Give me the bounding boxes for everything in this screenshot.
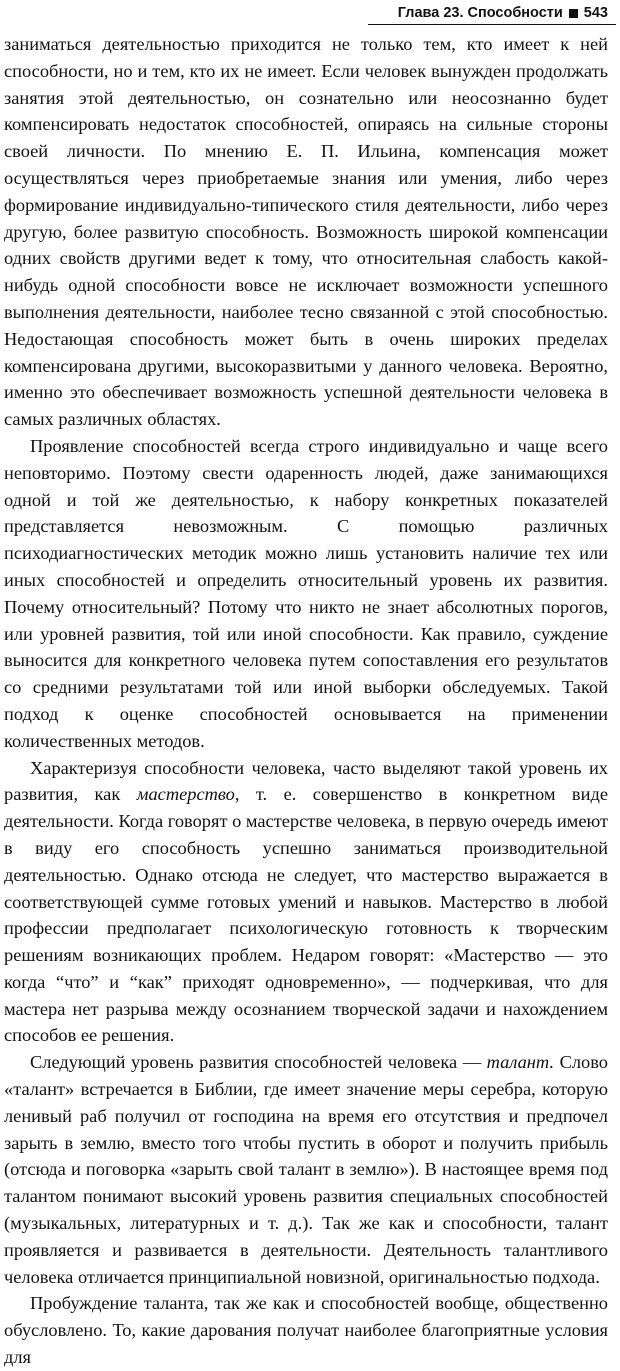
- running-head: [398, 2, 608, 24]
- paragraph-text: , т. е. совершенство в конкретном виде деятельности. Когда говорят о мастерстве человека, в первую очередь имеют в виду его способность успешно заниматься производительной деятельностью. Однако отсюда не следует, что мастерство выражается в соответствующей сумме готовых умений и навыков. Мастерство в любой профессии предполагает психологическую готовность к творческим решениям возникающих проблем. Недаром говорят: «Мастерство — это когда “что” и “как” приходят одновременно», — подчеркивая, что для мастера нет разрыва между осознанием творческой задачи и нахождением способов ее решения.: [4, 784, 609, 1046]
- paragraph: [4, 1290, 608, 1370]
- square-bullet-icon: [569, 9, 578, 18]
- paragraph: [4, 1049, 608, 1290]
- paragraph-text: Следующий уровень развития способностей человека —: [30, 1052, 487, 1073]
- paragraph: [4, 31, 608, 433]
- body-text: [4, 31, 608, 1371]
- emphasized-term: талант.: [486, 1052, 555, 1073]
- page-number: 543: [583, 5, 608, 21]
- header-rule: [368, 24, 616, 25]
- paragraph-text: Характеризуя способности человека, часто выделяют такой уровень их развития, как: [4, 757, 608, 805]
- paragraph-text: Слово «талант» встречается в Библии, где имеет значение меры серебра, которую ленивый раб получил от господина на время его отсутствия и предпочел зарыть в землю, вместо того чтобы пустить в оборот и получить прибыль (отсюда и поговорка «зарыть свой талант в землю»). В настоящее время под талантом понимают высокий уровень развития специальных способностей (музыкальных, литературных и т. д.). Так же как и способности, талант проявляется и развивается в деятельности. Деятельность талантливого человека отличается принципиальной новизной, оригинальностью подхода.: [4, 1052, 608, 1287]
- paragraph-text: Проявление способностей всегда строго индивидуально и чаще всего неповторимо. Поэтому свести одаренность людей, даже занимающихся одной и той же деятельностью, к набору конкретных показателей представляется невозможным. С помощью различных психодиагностических методик можно лишь установить наличие тех или иных способностей и определить относительный уровень их развития. Почему относительный? Потому что никто не знает абсолютных порогов, или уровней развития, той или иной способности. Как правило, суждение выносится для конкретного человека путем сопоставления его результатов со средними результатами той или иной выборки обследуемых. Такой подход к оценке способностей основывается на применении количественных методов.: [4, 435, 608, 751]
- paragraph-text: заниматься деятельностью приходится не только тем, кто имеет к ней способности, но и тем, кто их не имеет. Если человек вынужден продолжать занятия этой деятельностью, он сознательно или неосознанно будет компенсировать недостаток способностей, опираясь на сильные стороны своей личности. По мнению Е. П. Ильина, компенсация может осуществляться через приобретаемые знания или умения, либо через формирование индивидуально-типического стиля деятельности, либо через другую, более развитую способность. Возможность широкой компенсации одних свойств другими ведет к тому, что относительная слабость какой-нибудь одной способности вовсе не исключает возможности успешного выполнения деятельности, наиболее тесно связанной с этой способностью. Недостающая способность может быть в очень широких пределах компенсирована другими, высокоразвитыми у данного человека. Вероятно, именно это обеспечивает возможность успешной деятельности человека в самых различных областях.: [4, 34, 608, 430]
- paragraph-text: Пробуждение таланта, так же как и способностей вообще, общественно обусловлено. То, какие дарования получат наиболее благоприятные условия для: [4, 1293, 608, 1368]
- paragraph: [4, 433, 608, 755]
- paragraph: [4, 755, 608, 1050]
- emphasized-term: мастерство: [136, 784, 235, 805]
- chapter-title: Глава 23. Способности: [397, 5, 563, 21]
